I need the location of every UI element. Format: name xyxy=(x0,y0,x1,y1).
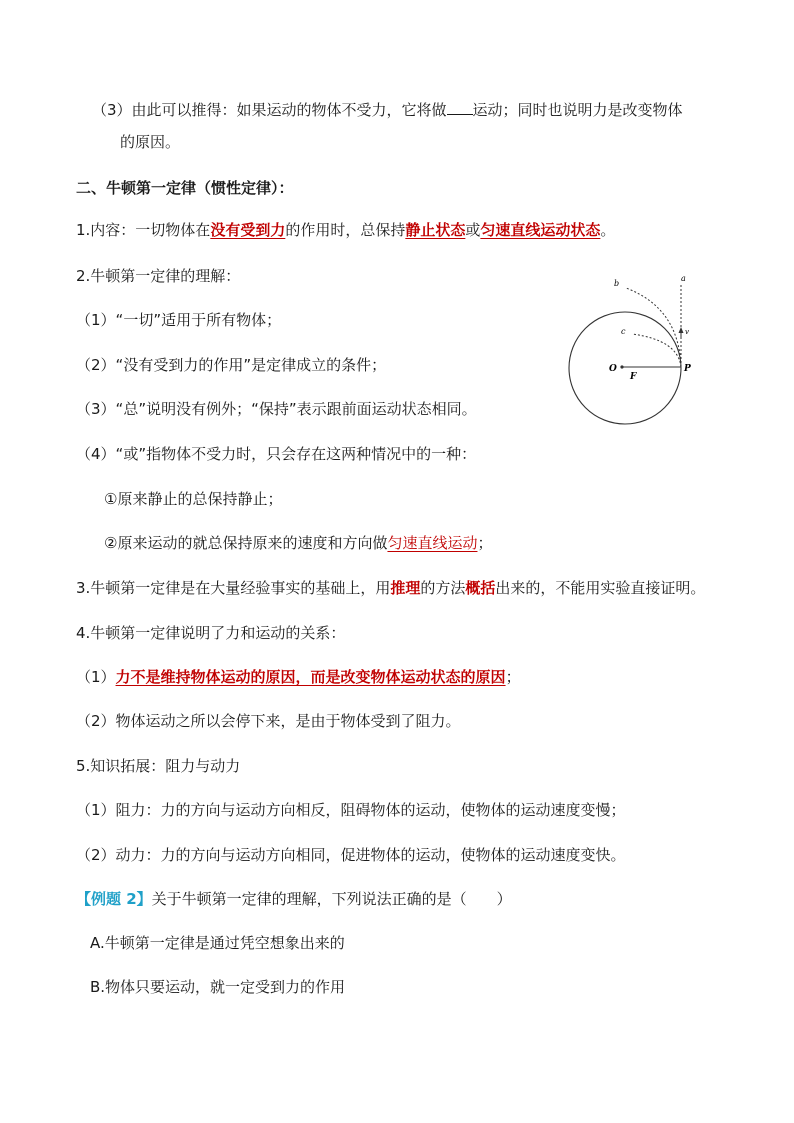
item-3-e: 出来的，不能用实验直接证明。 xyxy=(495,579,706,597)
section-2-title: 二、牛顿第一定律（惯性定律）： xyxy=(76,179,294,197)
understanding-item-1: （1）“一切”适用于所有物体； xyxy=(76,311,282,329)
label-b: b xyxy=(614,279,620,288)
understanding-sub-2-emph: 匀速直线运动 xyxy=(387,534,478,552)
label-v: v xyxy=(685,328,689,336)
understanding-item-4: （4）“或”指物体不受力时，只会存在这两种情况中的一种： xyxy=(76,445,477,463)
center-point xyxy=(620,365,623,368)
item-4-sub-1-c: ； xyxy=(505,668,521,686)
para-3-text-a: （3）由此可以推得：如果运动的物体不受力，它将做 xyxy=(92,101,447,119)
circular-motion-diagram xyxy=(566,268,700,432)
item-4-sub-1-emph: 力不是维持物体运动的原因，而是改变物体运动状态的原因 xyxy=(115,668,506,686)
path-c-dashed xyxy=(632,334,681,367)
content-text-e: 或 xyxy=(465,221,481,239)
content-emph-rest: 静止状态 xyxy=(405,221,466,239)
understanding-sub-2-c: ； xyxy=(477,534,493,552)
item-3-emph-summarize: 概括 xyxy=(465,579,496,597)
item-3-emph-reasoning: 推理 xyxy=(390,579,421,597)
understanding-sub-1: ①原来静止的总保持静止； xyxy=(104,490,283,508)
label-a: a xyxy=(681,274,686,283)
fill-blank xyxy=(447,100,473,115)
item-3-c: 的方法 xyxy=(420,579,466,597)
item-5-title: 5.知识拓展：阻力与动力 xyxy=(76,757,241,775)
understanding-sub-2-a: ②原来运动的就总保持原来的速度和方向做 xyxy=(104,534,388,552)
understanding-item-2: （2）“没有受到力的作用”是定律成立的条件； xyxy=(76,356,387,374)
label-c: c xyxy=(621,327,626,336)
example-tag: 【例题 2】 xyxy=(76,890,152,908)
content-text-g: 。 xyxy=(600,221,616,239)
label-P: P xyxy=(684,364,691,374)
understanding-sub-2 xyxy=(104,533,492,553)
item-5-sub-2: （2）动力：力的方向与运动方向相同，促进物体的运动，使物体的运动速度变快。 xyxy=(76,846,626,864)
understanding-item-3: （3）“总”说明没有例外；“保持”表示跟前面运动状态相同。 xyxy=(76,400,477,418)
example-option-a: A.牛顿第一定律是通过凭空想象出来的 xyxy=(90,934,345,952)
content-emph-uniform: 匀速直线运动状态 xyxy=(480,221,601,239)
content-emph-no-force: 没有受到力 xyxy=(210,221,286,239)
content-text-a: 1.内容：一切物体在 xyxy=(76,221,211,239)
example-question: 关于牛顿第一定律的理解，下列说法正确的是（ ） xyxy=(151,890,512,908)
item-5-sub-1: （1）阻力：力的方向与运动方向相反，阻碍物体的运动，使物体的运动速度变慢； xyxy=(76,801,626,819)
para-3-line2: 的原因。 xyxy=(120,133,181,151)
label-F: F xyxy=(630,372,637,382)
item-4-sub-1-a: （1） xyxy=(76,668,116,686)
item-4-sub-1 xyxy=(76,667,521,687)
label-O: O xyxy=(609,364,617,374)
para-3-line1 xyxy=(92,100,683,120)
item-3-a: 3.牛顿第一定律是在大量经验事实的基础上，用 xyxy=(76,579,391,597)
item-4-sub-2: （2）物体运动之所以会停下来，是由于物体受到了阻力。 xyxy=(76,712,461,730)
example-option-b: B.物体只要运动，就一定受到力的作用 xyxy=(90,978,346,996)
understanding-title: 2.牛顿第一定律的理解： xyxy=(76,267,241,285)
item-4-title: 4.牛顿第一定律说明了力和运动的关系： xyxy=(76,624,346,642)
example-question-line xyxy=(76,889,512,909)
para-3-text-b: 运动；同时也说明力是改变物体 xyxy=(472,101,683,119)
content-text-c: 的作用时，总保持 xyxy=(285,221,406,239)
path-b-dashed xyxy=(626,288,681,367)
content-line xyxy=(76,220,615,240)
item-3-line xyxy=(76,578,705,598)
velocity-arrowhead xyxy=(679,327,684,333)
